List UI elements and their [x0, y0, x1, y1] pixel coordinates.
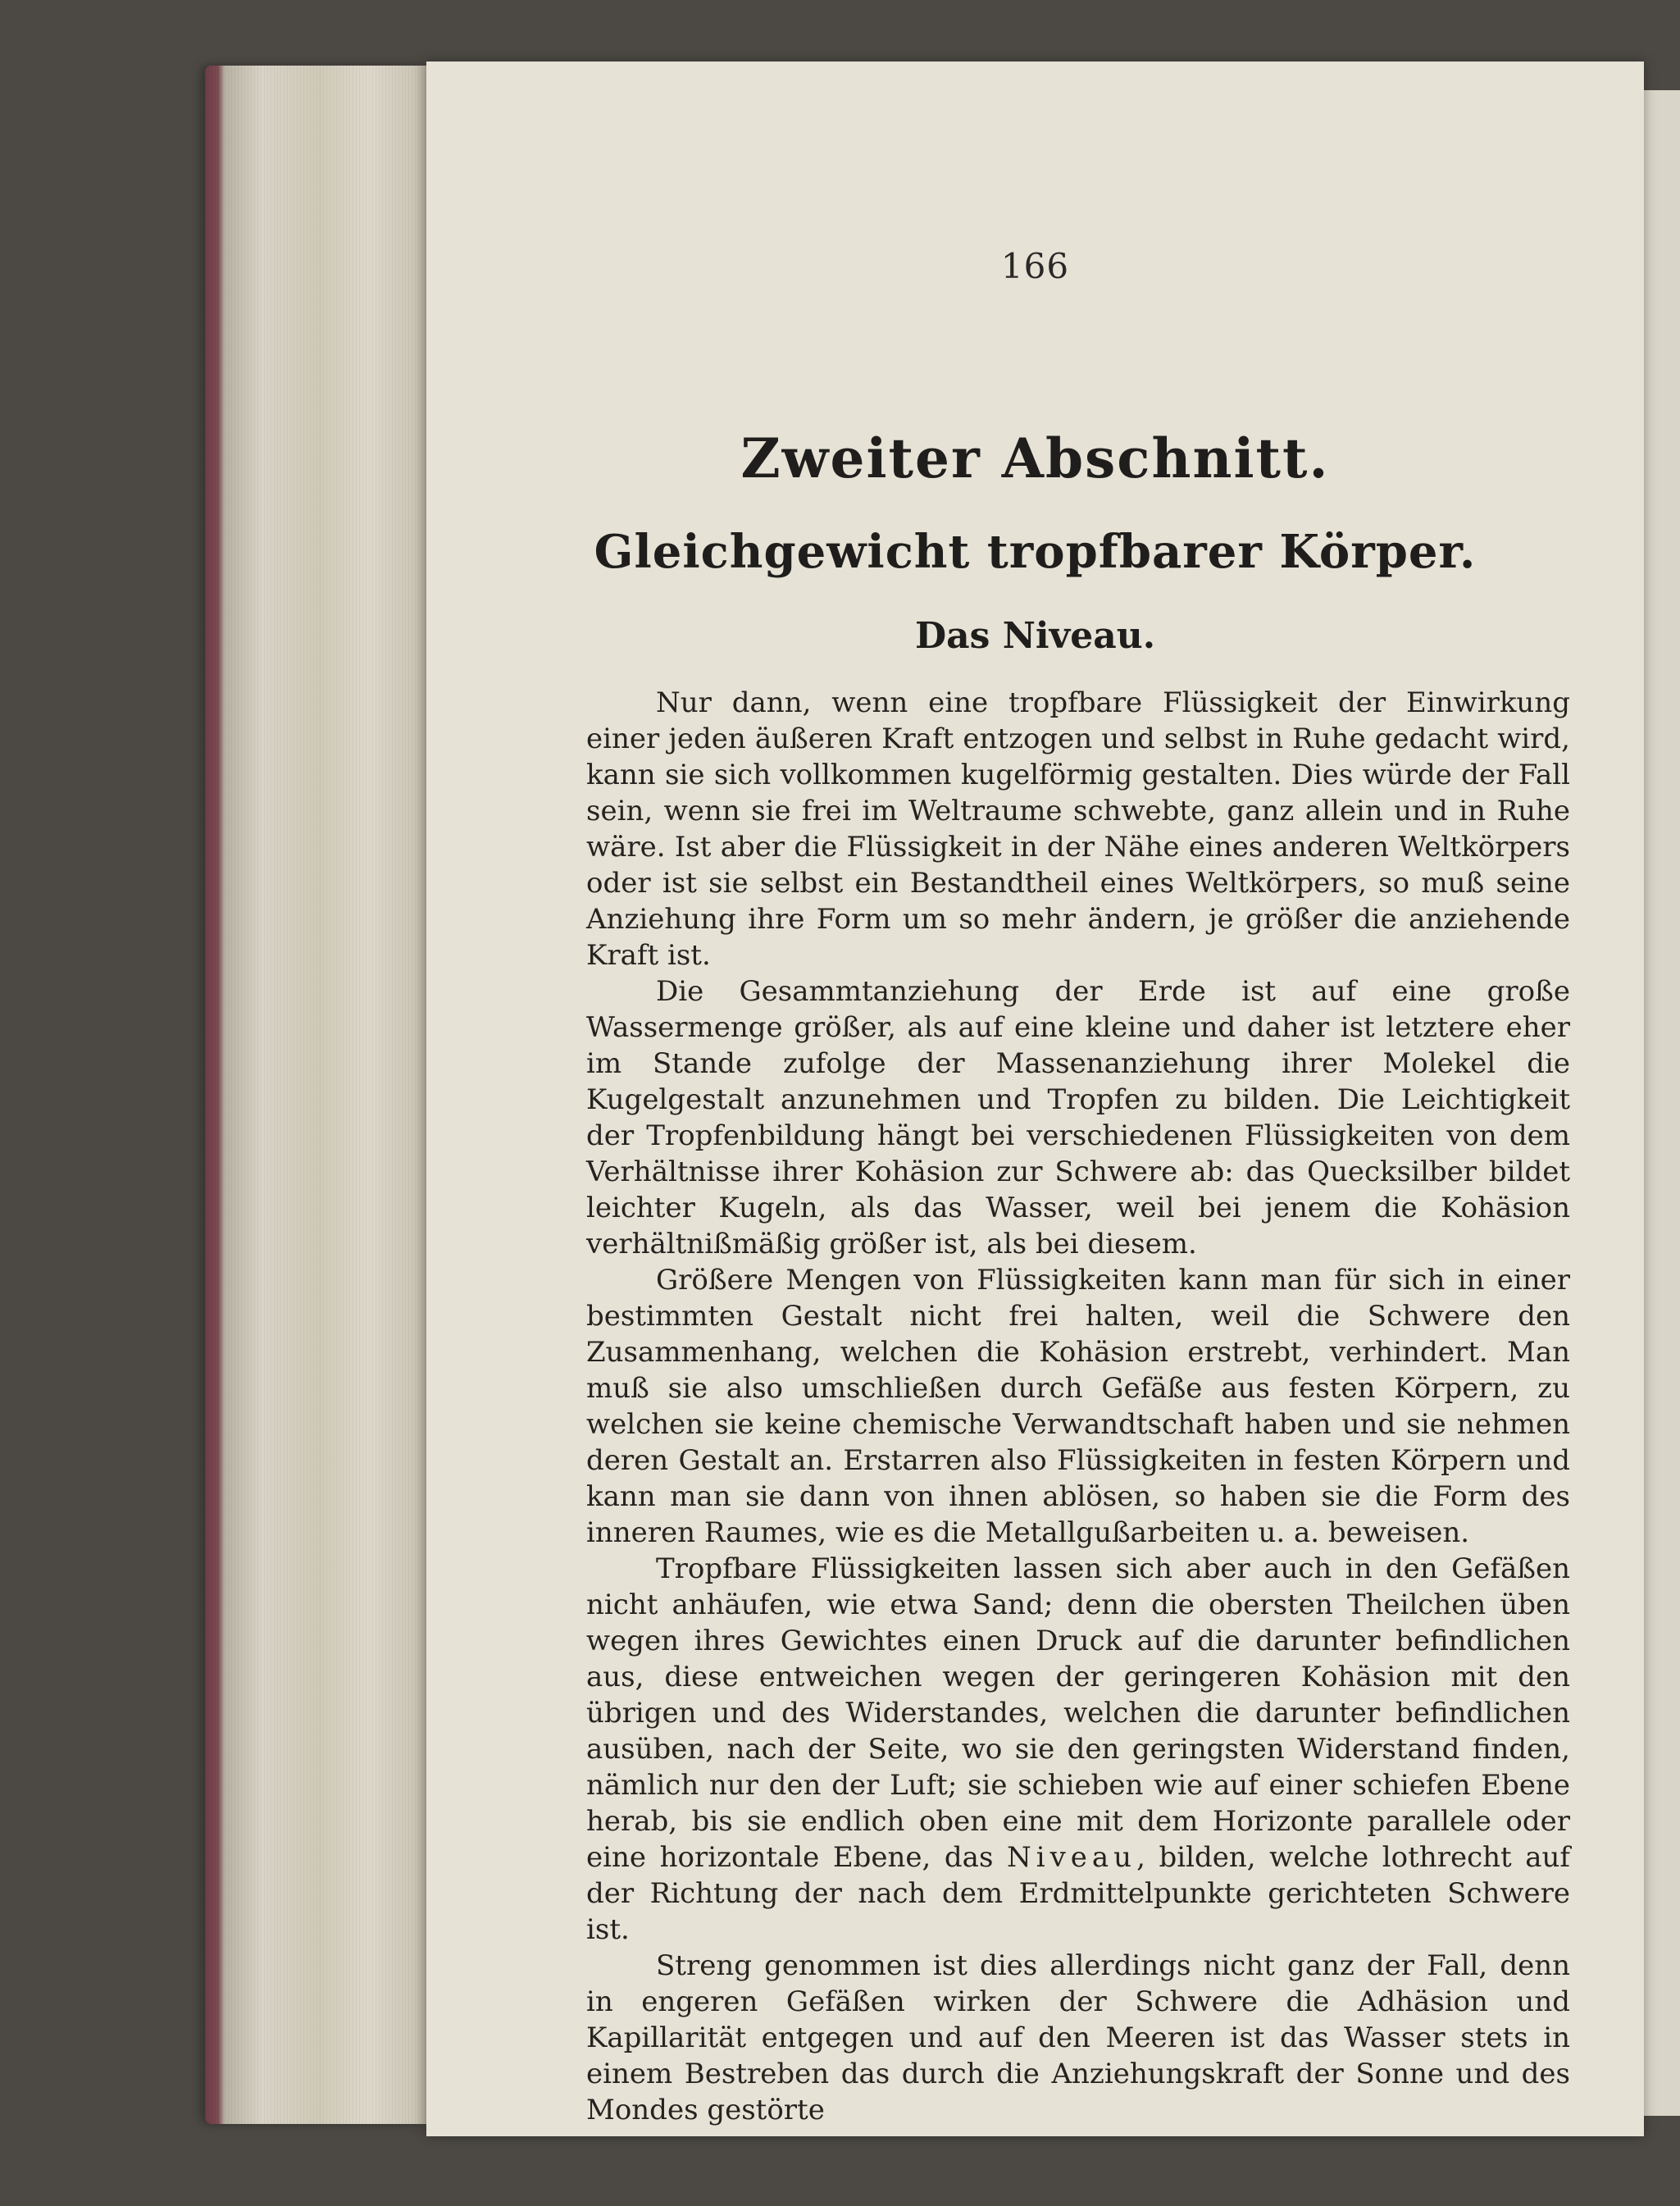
paragraph: [586, 1551, 1570, 1948]
paragraph: Streng genommen ist dies allerdings nicht ganz der Fall, denn in engeren Gefäßen wirken der Schwere die Adhäsion und Kapillarität entgegen und auf den Meeren ist das Wasser stets in einem Bestreben das durch die Anziehungskraft der Sonne und des Mondes gestörte: [586, 1949, 1570, 2126]
paragraph: Die Gesammtanziehung der Erde ist auf eine große Wassermenge größer, als auf eine kleine und daher ist letztere eher im Stande zufolge der Massenanziehung ihrer Molekel die Kugelgestalt anzunehmen und Tropfen zu bilden. Die Leichtigkeit der Tropfenbildung hängt bei verschiedenen Flüssigkeiten von dem Verhältnisse ihrer Kohäsion zur Schwere ab: das Quecksilber bildet leichter Kugeln, als das Wasser, weil bei jenem die Kohäsion verhältnißmäßig größer ist, als bei diesem.: [586, 975, 1570, 1260]
paragraph: Größere Mengen von Flüssigkeiten kann man für sich in einer bestimmten Gestalt nicht frei halten, weil die Schwere den Zusammenhang, welchen die Kohäsion erstrebt, verhindert. Man muß sie also umschließen durch Gefäße aus festen Körpern, zu welchen sie keine chemische Verwandtschaft haben und sie nehmen deren Gestalt an. Erstarren also Flüssigkeiten in festen Körpern und kann man sie dann von ihnen ablösen, so haben sie die Form des inneren Raumes, wie es die Metallgußarbeiten u. a. beweisen.: [586, 1264, 1570, 1549]
chapter-subtitle: Gleichgewicht tropfbarer Körper.: [594, 525, 1477, 579]
section-heading: Das Niveau.: [914, 615, 1156, 657]
chapter-title: Zweiter Abschnitt.: [740, 426, 1330, 490]
book-page: [426, 62, 1644, 2136]
emphasized-term: Niveau: [1006, 1841, 1137, 1874]
paragraph-text: Tropfbare Flüssigkeiten lassen sich aber auch in den Gefäßen nicht anhäufen, wie etwa Sand; denn die obersten Theilchen üben wegen ihres Gewichtes einen Druck auf die darunter befindlichen aus, diese entweichen wegen der geringeren Kohäsion mit den übrigen und des Widerstandes, welchen die darunter befindlichen ausüben, nach der Seite, wo sie den geringsten Widerstand finden, nämlich nur den der Luft; sie schieben wie auf einer schiefen Ebene herab, bis sie endlich oben eine mit dem Horizonte parallele oder eine horizontale Ebene, das: [586, 1552, 1570, 1874]
body-text: [586, 685, 1570, 2128]
page-number: 166: [1000, 246, 1070, 286]
facing-page-edge: [1640, 90, 1680, 2116]
paragraph: Nur dann, wenn eine tropfbare Flüssigkeit der Einwirkung einer jeden äußeren Kraft entzogen und selbst in Ruhe gedacht wird, kann sie sich vollkommen kugelförmig gestalten. Dies würde der Fall sein, wenn sie frei im Weltraume schwebte, ganz allein und in Ruhe wäre. Ist aber die Flüssigkeit in der Nähe eines anderen Weltkörpers oder ist sie selbst ein Bestandtheil eines Weltkörpers, so muß seine Anziehung ihre Form um so mehr ändern, je größer die anziehende Kraft ist.: [586, 686, 1570, 972]
paragraph-text: , bilden, welche lothrecht auf der Richtung der nach dem Erdmittelpunkte gerichteten Schwere ist.: [586, 1841, 1570, 1946]
book-page-edges: [205, 66, 426, 2124]
